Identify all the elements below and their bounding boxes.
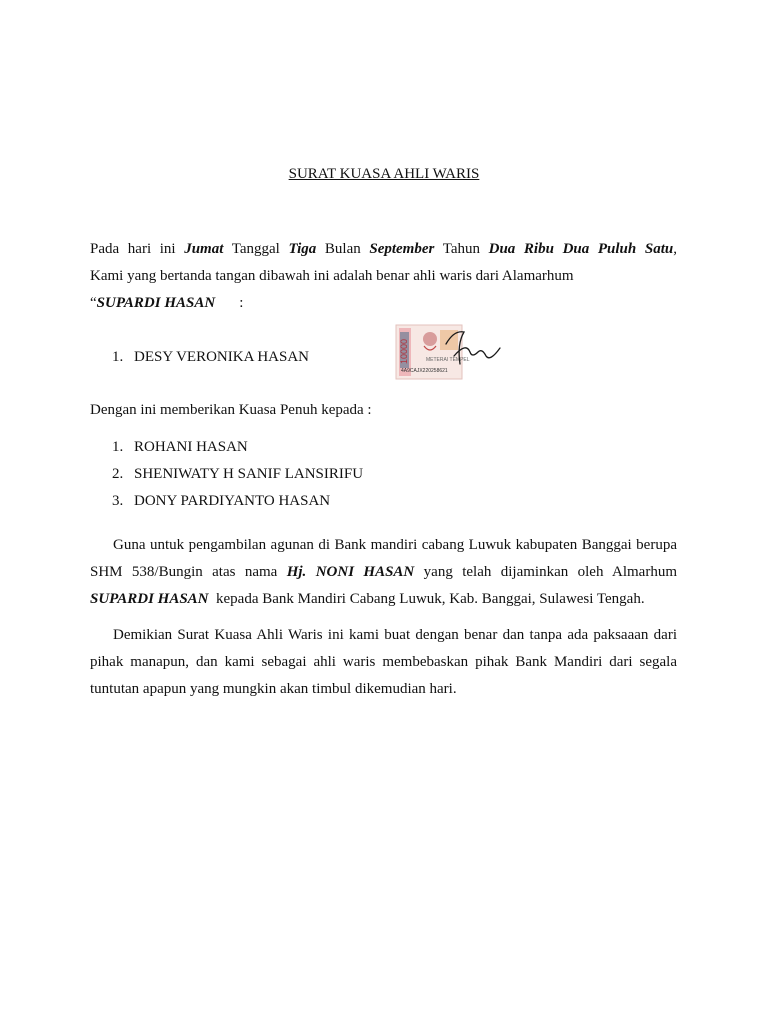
stamp-signature-graphic — [394, 322, 504, 382]
guarantor-name: Hj. NONI HASAN — [286, 564, 415, 580]
opening-text: Tahun — [434, 241, 489, 257]
opening-line-3 — [90, 290, 677, 317]
document-title: SURAT KUASA AHLI WARIS — [288, 166, 480, 182]
opening-text: Tanggal — [223, 241, 289, 257]
opening-year: Dua Ribu Dua Puluh Satu — [488, 241, 674, 257]
opening-line-2: Kami yang bertanda tangan dibawah ini adalah benar ahli waris dari Alamarhum — [90, 268, 574, 284]
power-intro: Dengan ini memberikan Kuasa Penuh kepada : — [90, 402, 372, 418]
purpose-line-2 — [90, 559, 677, 586]
colon: : — [239, 295, 244, 311]
stamp-label: METERAI TEMPEL — [426, 357, 470, 363]
attorney-item — [112, 461, 363, 488]
attorney-name: ROHANI HASAN — [134, 439, 248, 455]
purpose-text: kepada Bank Mandiri Cabang Luwuk, Kab. Banggai, Sulawesi Tengah. — [208, 591, 645, 607]
opening-line-1 — [90, 236, 677, 263]
list-number: 3. — [112, 493, 124, 509]
opening-month: September — [369, 241, 435, 257]
attorney-name: SHENIWATY H SANIF LANSIRIFU — [134, 466, 364, 482]
list-number: 1. — [112, 439, 124, 455]
stamp-value: 10000 — [399, 338, 409, 364]
attorney-item — [112, 434, 248, 461]
purpose-text: yang telah dijaminkan oleh Almarhum — [414, 564, 678, 580]
opening-day: Jumat — [184, 241, 224, 257]
signature-text: Desy — [502, 322, 504, 323]
attorney-name: DONY PARDIYANTO HASAN — [134, 493, 331, 509]
deceased-name: SUPARDI HASAN — [96, 295, 216, 311]
list-number: 1. — [112, 349, 124, 365]
quote-mark: “ — [90, 295, 97, 311]
closing-paragraph: Demikian Surat Kuasa Ahli Waris ini kami buat dengan benar dan tanpa ada paksaaan dari pihak manapun, dan kami sebagai ahli waris membebaskan pihak Bank Mandiri dari segala tuntutan apapun yang mungkin akan timbul dikemudian hari. — [90, 627, 677, 697]
purpose-line-3 — [90, 586, 677, 613]
meterai-stamp-signature — [394, 322, 504, 382]
purpose-line-1: Guna untuk pengambilan agunan di Bank mandiri cabang Luwuk kabupaten Banggai berupa — [113, 537, 677, 553]
opening-date: Tiga — [288, 241, 317, 257]
stamp-serial: 4A9CAJX220258621 — [401, 368, 448, 374]
opening-text: Bulan — [316, 241, 370, 257]
opening-text: Pada hari ini — [90, 241, 185, 257]
attorney-item — [112, 488, 330, 515]
opening-text: , — [673, 241, 677, 257]
deceased-name: SUPARDI HASAN — [90, 591, 209, 607]
purpose-text: SHM 538/Bungin atas nama — [90, 564, 287, 580]
list-number: 2. — [112, 466, 124, 482]
heir-item — [112, 344, 309, 371]
heir-name: DESY VERONIKA HASAN — [134, 349, 310, 365]
